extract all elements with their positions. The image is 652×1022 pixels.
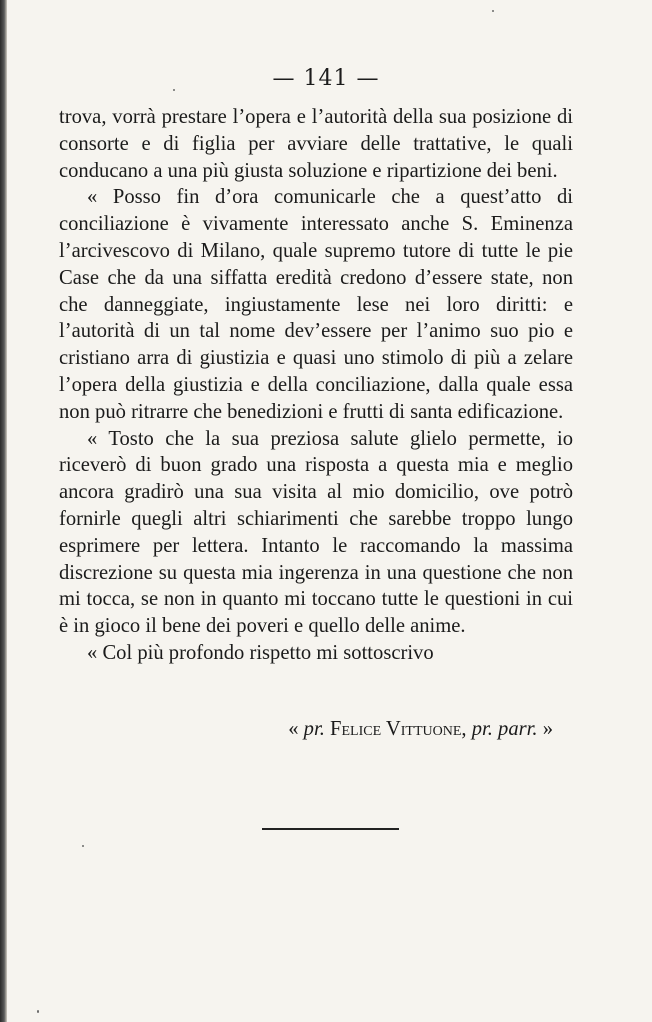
signature-open-quote: « — [288, 718, 299, 740]
paper-speck — [82, 845, 84, 847]
signature-name: Felice Vittuone — [330, 718, 462, 740]
signature-close-quote: » — [542, 718, 553, 740]
signature-comma: , — [461, 718, 467, 740]
closing-rule — [262, 828, 399, 830]
signature-prefix: pr. — [303, 718, 325, 740]
body-text — [59, 104, 573, 667]
paragraph-continuation: trova, vorrà prestare l’opera e l’autorità della sua posizione di consorte e di figlia per avviare delle trattative, le quali conducano a una più giusta soluzione e ripartizione dei beni. — [59, 106, 573, 182]
paragraph-conciliation: « Posso fin d’ora comunicarle che a quest’atto di conciliazione è vivamente interessato anche S. Eminenza l’arcivescovo di Milano, quale supremo tutore di tutte le pie Case che da una siffatta eredità credono d’essere state, non che danneggiate, ingiustamente lese nei loro diritti: e l’autorità di un tal nome dev’essere per l’animo suo pio e cristiano arra di giustizia e quasi uno stimolo di più a zelare l’opera della giustizia e della conciliazione, dalla quale essa non può ritrarre che benedizioni e frutti di santa edificazione. — [59, 186, 573, 423]
paragraph-closing: « Col più profondo rispetto mi sottoscrivo — [87, 641, 434, 664]
signature-suffix: pr. parr. — [471, 718, 538, 740]
paper-speck — [37, 1010, 39, 1013]
page-binding-edge — [0, 0, 7, 1022]
paper-speck — [492, 10, 494, 12]
signature-line — [0, 718, 553, 741]
paper-speck — [173, 89, 175, 91]
page-number: — 141 — — [272, 66, 380, 91]
paragraph-reply-request: « Tosto che la sua preziosa salute glielo permette, io riceverò di buon grado una risposta a questa mia e meglio ancora gradirò una sua visita al mio domicilio, ove potrò fornirle quegli altri schiarimenti che sarebbe troppo lungo esprimere per lettera. Intanto le raccomando la massima discrezione su questa mia ingerenza in una questione che non mi tocca, se non in quanto mi toccano tutte le questioni in cui è in gioco il bene dei poveri e quello delle anime. — [59, 427, 573, 638]
